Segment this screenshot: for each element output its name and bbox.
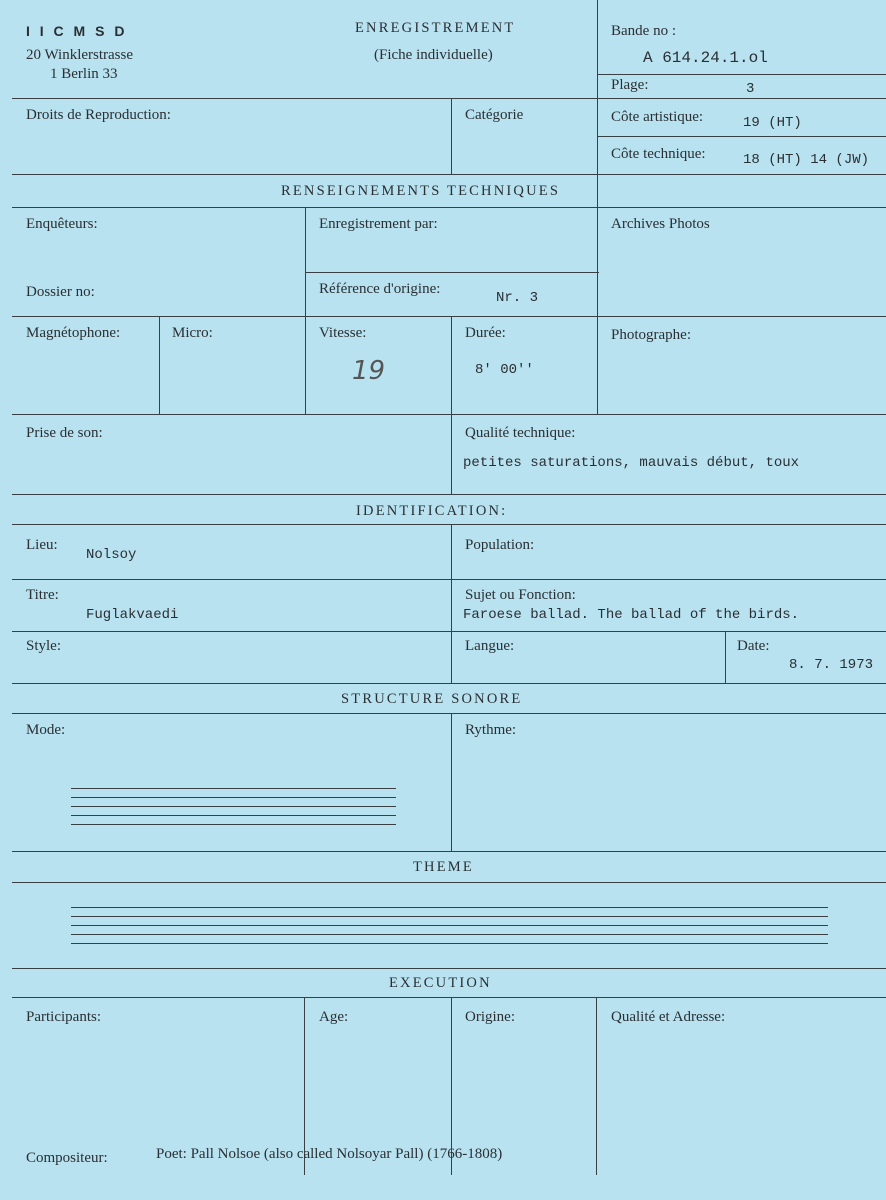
dossier-label: Dossier no: (26, 284, 95, 300)
rule (597, 207, 598, 414)
staff-line (71, 824, 396, 825)
address-line-2: 1 Berlin 33 (50, 66, 118, 82)
reference-label: Référence d'origine: (319, 281, 441, 297)
lieu-value: Nolsoy (86, 547, 137, 563)
qualite-label: Qualité technique: (465, 425, 576, 441)
cote-technique-label: Côte technique: (611, 146, 706, 162)
duree-value: 8' 00'' (475, 362, 534, 378)
magnetophone-label: Magnétophone: (26, 325, 121, 341)
form-subtitle: (Fiche individuelle) (374, 47, 493, 63)
date-label: Date: (737, 638, 770, 654)
rule (305, 207, 306, 414)
participants-label: Participants: (26, 1009, 101, 1025)
droits-label: Droits de Reproduction: (26, 107, 171, 123)
qualite-adresse-label: Qualité et Adresse: (611, 1009, 726, 1025)
rythme-label: Rythme: (465, 722, 517, 738)
date-value: 8. 7. 1973 (789, 657, 874, 673)
categorie-label: Catégorie (465, 107, 524, 123)
lieu-label: Lieu: (26, 537, 58, 553)
enqueteurs-label: Enquêteurs: (26, 216, 98, 232)
rule (12, 414, 886, 415)
prise-label: Prise de son: (26, 425, 103, 441)
origine-label: Origine: (465, 1009, 515, 1025)
rule (598, 136, 886, 137)
rule (12, 882, 886, 883)
mode-label: Mode: (26, 722, 66, 738)
enregistrement-par-label: Enregistrement par: (319, 216, 438, 232)
population-label: Population: (465, 537, 535, 553)
qualite-value: petites saturations, mauvais début, toux (463, 455, 800, 471)
rule (12, 579, 886, 580)
micro-label: Micro: (172, 325, 213, 341)
rule (596, 997, 597, 1175)
titre-value: Fuglakvaedi (86, 607, 179, 623)
reference-value: Nr. 3 (496, 290, 539, 306)
langue-label: Langue: (465, 638, 515, 654)
staff-line (71, 934, 828, 935)
section-identification-title: IDENTIFICATION: (356, 503, 508, 519)
rule (451, 316, 452, 494)
rule (12, 207, 886, 208)
rule (12, 713, 886, 714)
compositeur-value: Poet: Pall Nolsoe (also called Nolsoyar Pall) (1766-1808) (156, 1146, 503, 1162)
rule (305, 272, 599, 273)
rule (12, 997, 886, 998)
rule (12, 968, 886, 969)
rule (12, 316, 886, 317)
rule (12, 174, 886, 175)
rule (12, 494, 886, 495)
staff-line (71, 797, 396, 798)
section-technique-title: RENSEIGNEMENTS TECHNIQUES (281, 183, 561, 199)
rule (597, 0, 598, 207)
form-title: ENREGISTREMENT (355, 20, 516, 36)
staff-line (71, 916, 828, 917)
staff-line (71, 907, 828, 908)
bande-value: A 614.24.1.ol (643, 49, 768, 67)
address-line-1: 20 Winklerstrasse (26, 47, 134, 63)
staff-line (71, 806, 396, 807)
staff-line (71, 943, 828, 944)
cote-artistique-label: Côte artistique: (611, 109, 704, 125)
age-label: Age: (319, 1009, 349, 1025)
rule (12, 851, 886, 852)
bande-label: Bande no : (611, 23, 676, 39)
sujet-value: Faroese ballad. The ballad of the birds. (463, 607, 800, 623)
rule (12, 683, 886, 684)
rule (12, 631, 886, 632)
rule (451, 98, 452, 174)
rule (725, 631, 726, 683)
duree-label: Durée: (465, 325, 506, 341)
titre-label: Titre: (26, 587, 59, 603)
cote-artistique-value: 19 (HT) (743, 115, 802, 131)
rule (12, 524, 886, 525)
staff-line (71, 788, 396, 789)
section-structure-title: STRUCTURE SONORE (341, 691, 523, 707)
staff-line (71, 815, 396, 816)
rule (451, 524, 452, 683)
rule (159, 316, 160, 414)
section-execution-title: EXECUTION (389, 975, 492, 991)
style-label: Style: (26, 638, 62, 654)
plage-label: Plage: (611, 77, 649, 93)
rule (451, 713, 452, 851)
vitesse-label: Vitesse: (319, 325, 367, 341)
plage-value: 3 (746, 81, 755, 97)
compositeur-label: Compositeur: (26, 1150, 108, 1166)
cote-technique-value: 18 (HT) 14 (JW) (743, 152, 870, 168)
photographe-label: Photographe: (611, 327, 691, 343)
rule (12, 98, 886, 99)
sujet-label: Sujet ou Fonction: (465, 587, 576, 603)
staff-line (71, 925, 828, 926)
section-theme-title: THEME (413, 859, 474, 875)
vitesse-value: 19 (352, 356, 386, 386)
archives-photos-label: Archives Photos (611, 216, 710, 232)
org-name: I I C M S D (26, 23, 128, 39)
